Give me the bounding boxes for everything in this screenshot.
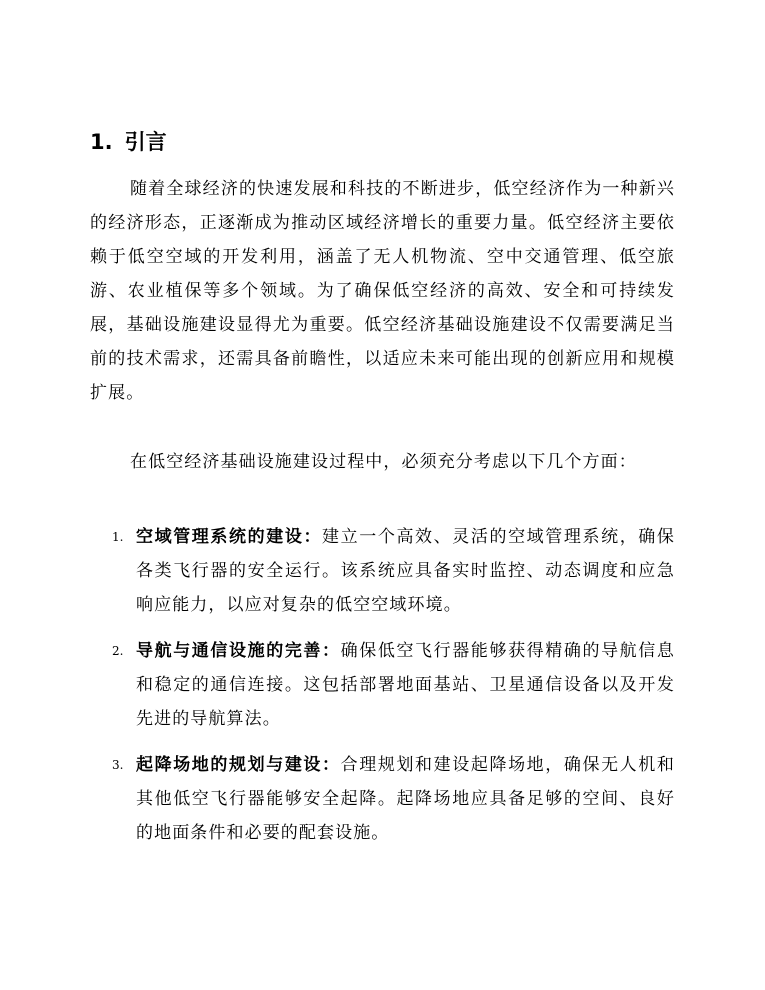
- list-item-number: 1.: [112, 530, 124, 544]
- list-item-colon: ：: [303, 527, 323, 547]
- list-item-number: 3.: [112, 758, 124, 772]
- intro-paragraph: 随着全球经济的快速发展和科技的不断进步，低空经济作为一种新兴的经济形态，正逐渐成为推动区域经济增长的重要力量。低空经济主要依赖于低空空域的开发利用，涵盖了无人机物流、空中交通管理、低空旅游、农业植保等多个领域。为了确保低空经济的高效、安全和可持续发展，基础设施建设显得尤为重要。低空经济基础设施建设不仅需要满足当前的技术需求，还需具备前瞻性，以适应未来可能出现的创新应用和规模扩展。: [90, 179, 675, 403]
- list-item-colon: ：: [322, 641, 341, 661]
- list-item-text: 确保低空飞行器能够获得精确的导航信息和稳定的通信连接。这包括部署地面基站、卫星通信设备以及开发先进的导航算法。: [136, 641, 675, 729]
- aspects-list: [90, 520, 675, 862]
- list-item: [90, 634, 675, 736]
- list-item: [90, 520, 675, 622]
- list-item-number: 2.: [112, 644, 124, 658]
- list-item: [90, 748, 675, 850]
- list-item-title: 导航与通信设施的完善: [136, 641, 323, 661]
- section-heading: [90, 127, 167, 157]
- list-item-text: 建立一个高效、灵活的空域管理系统，确保各类飞行器的安全运行。该系统应具备实时监控、动态调度和应急响应能力，以应对复杂的低空空域环境。: [136, 527, 675, 615]
- list-item-title: 起降场地的规划与建设: [136, 755, 323, 775]
- aspects-intro-paragraph: 在低空经济基础设施建设过程中，必须充分考虑以下几个方面：: [130, 452, 637, 472]
- section-number: 1.: [90, 130, 113, 155]
- list-item-colon: ：: [322, 755, 341, 775]
- list-item-title: 空域管理系统的建设: [136, 527, 304, 547]
- section-title: 引言: [124, 130, 167, 155]
- list-item-text: 合理规划和建设起降场地，确保无人机和其他低空飞行器能够安全起降。起降场地应具备足够的空间、良好的地面条件和必要的配套设施。: [136, 755, 675, 843]
